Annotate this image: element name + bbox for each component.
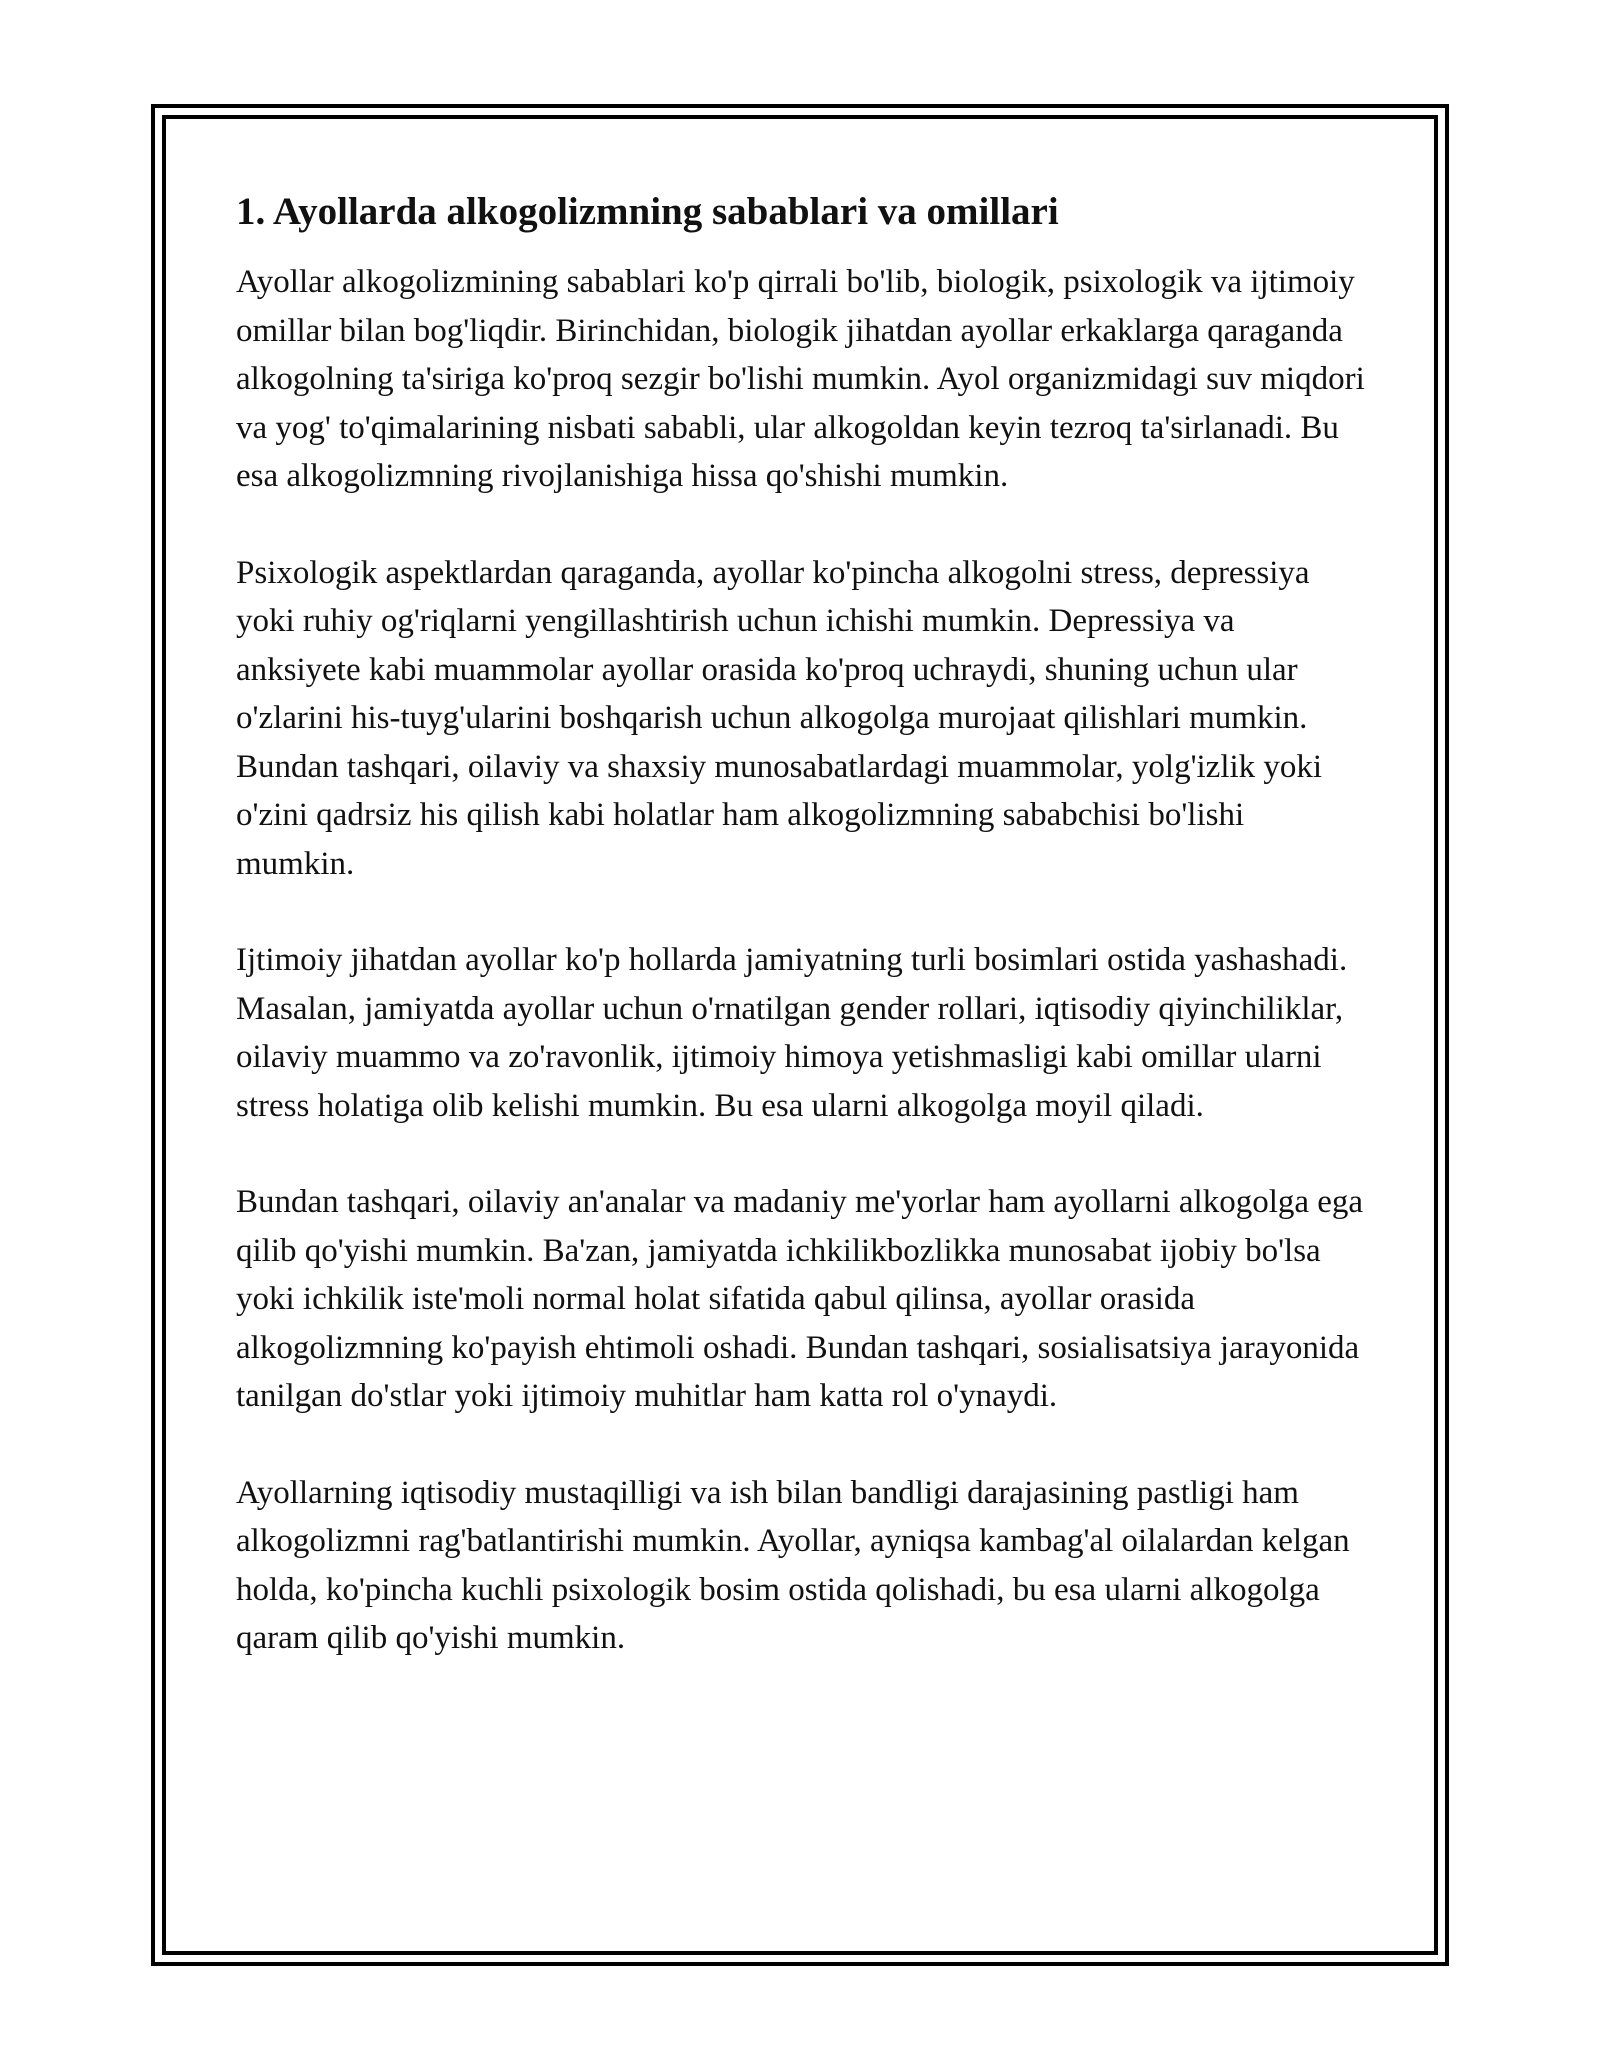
paragraph-psychological: Psixologik aspektlardan qaraganda, ayollar ko'pincha alkogolni stress, depressiya yoki ruhiy og'riqlarni yengillashtirish uchun ichishi mumkin. Depressiya va anksiyete kabi muammolar ayollar orasida ko'proq uchraydi, shuning uchun ular o'zlarini his-tuyg'ularini boshqarish uchun alkogolga murojaat qilishlari mumkin. Bundan tashqari, oilaviy va shaxsiy munosabatlardagi muammolar, yolg'izlik yoki o'zini qadrsiz his qilish kabi holatlar ham alkogolizmning sababchisi bo'lishi mumkin. xyxy=(236,554,1323,882)
paragraph-economic: Ayollarning iqtisodiy mustaqilligi va ish bilan bandligi darajasining pastligi ham alkogolizmni rag'batlantirishi mumkin. Ayollar, ayniqsa kambag'al oilalardan kelgan holda, ko'pincha kuchli psixologik bosim ostida qolishadi, bu esa ularni alkogolga qaram qilib qo'yishi mumkin. xyxy=(236,1474,1350,1656)
paragraph-cultural: Bundan tashqari, oilaviy an'analar va madaniy me'yorlar ham ayollarni alkogolga ega qilib qo'yishi mumkin. Ba'zan, jamiyatda ichkilikbozlikka munosabat ijobiy bo'lsa yoki ichkilik iste'moli normal holat sifatida qabul qilinsa, ayollar orasida alkogolizmning ko'payish ehtimoli oshadi. Bundan tashqari, sosialisatsiya jarayonida tanilgan do'stlar yoki ijtimoiy muhitlar ham katta rol o'ynaydi. xyxy=(236,1184,1364,1414)
section-heading: 1. Ayollarda alkogolizmning sabablari va omillari xyxy=(236,190,1059,233)
paragraph-biological: Ayollar alkogolizmining sabablari ko'p qirrali bo'lib, biologik, psixologik va ijtimoiy omillar bilan bog'liqdir. Birinchidan, biologik jihatdan ayollar erkaklarga qaraganda alkogolning ta'siriga ko'proq sezgir bo'lishi mumkin. Ayol organizmidagi suv miqdori va yog' to'qimalarining nisbati sababli, ular alkogoldan keyin tezroq ta'sirlanadi. Bu esa alkogolizmning rivojlanishiga hissa qo'shishi mumkin. xyxy=(236,264,1365,494)
document-body xyxy=(236,188,1366,1711)
paragraph-social: Ijtimoiy jihatdan ayollar ko'p hollarda jamiyatning turli bosimlari ostida yashashadi. Masalan, jamiyatda ayollar uchun o'rnatilgan gender rollari, iqtisodiy qiyinchiliklar, oilaviy muammo va zo'ravonlik, ijtimoiy himoya yetishmasligi kabi omillar ularni stress holatiga olib kelishi mumkin. Bu esa ularni alkogolga moyil qiladi. xyxy=(236,942,1348,1124)
